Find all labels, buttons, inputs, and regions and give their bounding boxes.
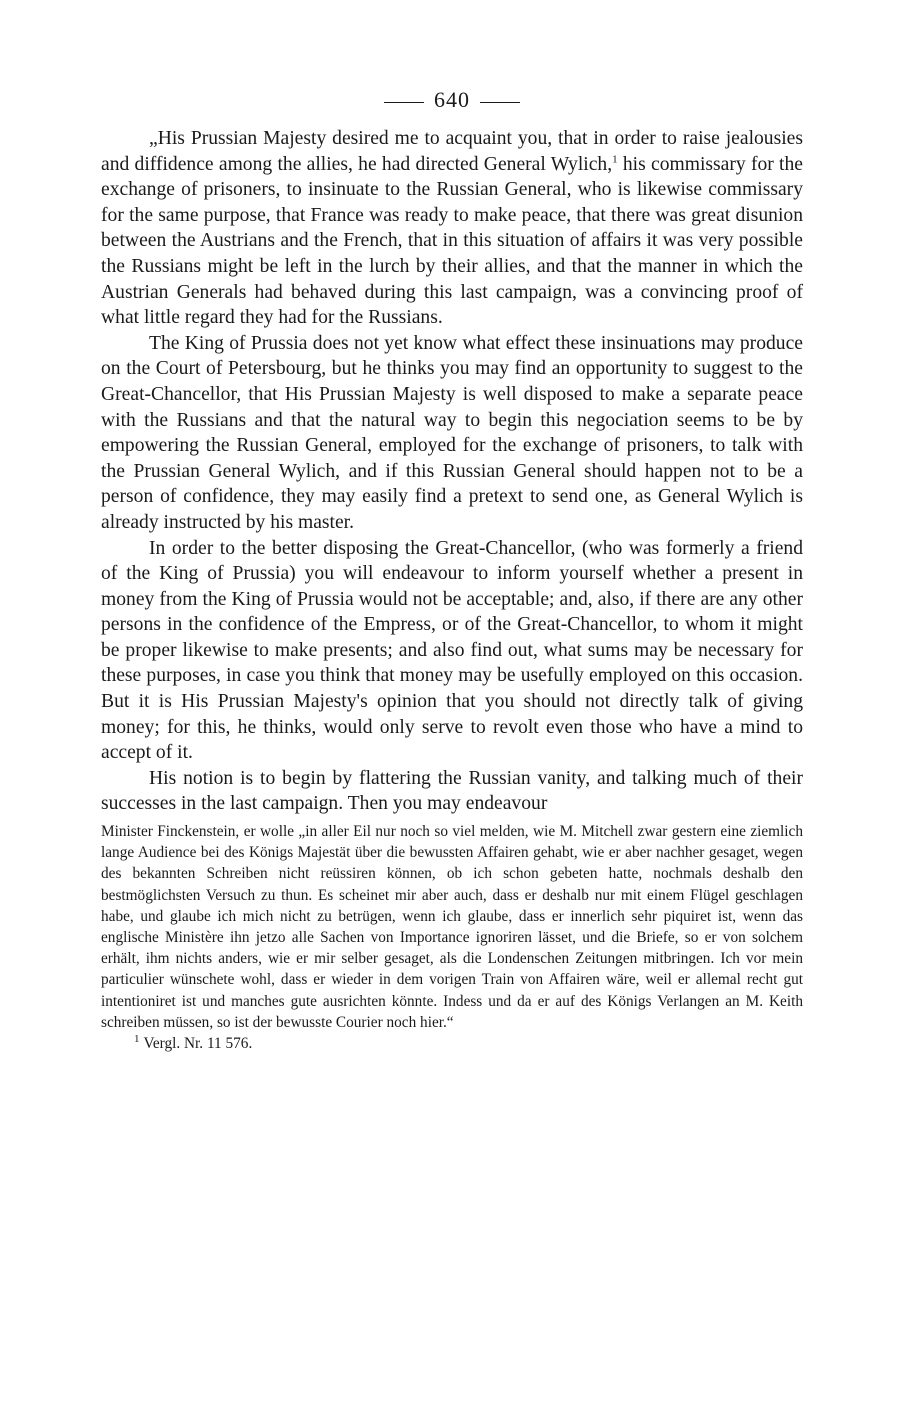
paragraph-3: In order to the better disposing the Great-Chancellor, (who was formerly a friend of the King of Prussia) you will endeavour to inform yourself whether a present in money from the King of Prussia would not be acceptable; and, also, if there are any other persons in the confidence of the Empress, or of the Great-Chancellor, to whom it might be proper likewise to make presents; and also find out, what sums may be necessary for these purposes, in case you think that money may be usefully employed on this occasion. But it is His Prussian Majesty's opinion that you should not directly talk of giving money; for this, he thinks, would only serve to revolt even those who have a mind to accept of it. <box>101 537 803 764</box>
footnote-1 <box>101 1033 803 1054</box>
footnote-1-marker: 1 <box>134 1032 140 1045</box>
header-rule-left <box>384 102 424 103</box>
header-rule-right <box>480 102 520 103</box>
footnote-reference-marker: 1 <box>612 153 618 166</box>
paragraph-2: The King of Prussia does not yet know what effect these insinuations may produce on the Court of Petersbourg, but he thinks you may find an opportunity to suggest to the Great-Chancellor, that His Prussian Majesty is well disposed to make a separate peace with the Russians and that the natural way to begin this negociation seems to be by empowering the Russian General, employed for the exchange of prisoners, to talk with the Prussian General Wylich, and if this Russian General should happen not to be a person of confidence, they may easily find a pretext to send one, as General Wylich is already instructed by his master. <box>101 332 803 533</box>
book-page <box>101 82 803 1054</box>
footnote-1-text: Vergl. Nr. 11 576. <box>143 1035 253 1053</box>
paragraph-1-part-b: his commissary for the exchange of prisoners, to insinuate to the Russian General, who is likewise commissary for the same purpose, that France was ready to make peace, that there was great disunion between the Austrians and the French, that in this situation of affairs it was very possible the Russians might be left in the lurch by their allies, and that the manner in which the Austrian Generals had behaved during this last campaign, was a convincing proof of what little regard they had for the Russians. <box>101 153 803 329</box>
main-text <box>101 126 803 817</box>
footnotes <box>101 821 803 1054</box>
page-number: 640 <box>434 87 470 112</box>
paragraph-4: His notion is to begin by flattering the Russian vanity, and talking much of their successes in the last campaign. Then you may endeavour <box>101 767 803 815</box>
paragraph-1 <box>101 126 803 331</box>
page-header <box>101 82 803 118</box>
paragraph-1-part-a: „His Prussian Majesty desired me to acquaint you, that in order to raise jealousies and diffidence among the allies, he had directed General Wylich, <box>101 128 803 175</box>
footnote-continuation: Minister Finckenstein, er wolle „in aller Eil nur noch so viel melden, wie M. Mitchell zwar gestern eine ziemlich lange Audience bei des Königs Majestät über die bewussten Affairen gehabt, wie er aber nachher gesaget, wegen des bekannten Schreiben nicht reüssiren können, ob ich schon gebeten hatte, nochmals deshalb den bestmöglichsten Versuch zu thun. Es scheinet mir aber auch, dass er deshalb nur mit einem Flügel geschlagen habe, und glaube ich mich nicht zu betrügen, wenn ich glaube, dass er innerlich sehr piquiret ist, wenn das englische Ministère ihn jetzo alle Sachen von Importance ignoriren lässet, und die Briefe, so er von solchem erhält, ihm nichts anders, wie er mir selber gesaget, als die Londenschen Zeitungen mitbringen. Ich vor mein particulier wünschete wohl, dass er wieder in dem vorigen Train von Affairen wäre, weil er allemal recht gut intentioniret ist und manches gute ausrichten könnte. Indess und da er auf des Königs Verlangen an M. Keith schreiben müssen, so ist der bewusste Courier noch hier.“ <box>101 823 803 1031</box>
